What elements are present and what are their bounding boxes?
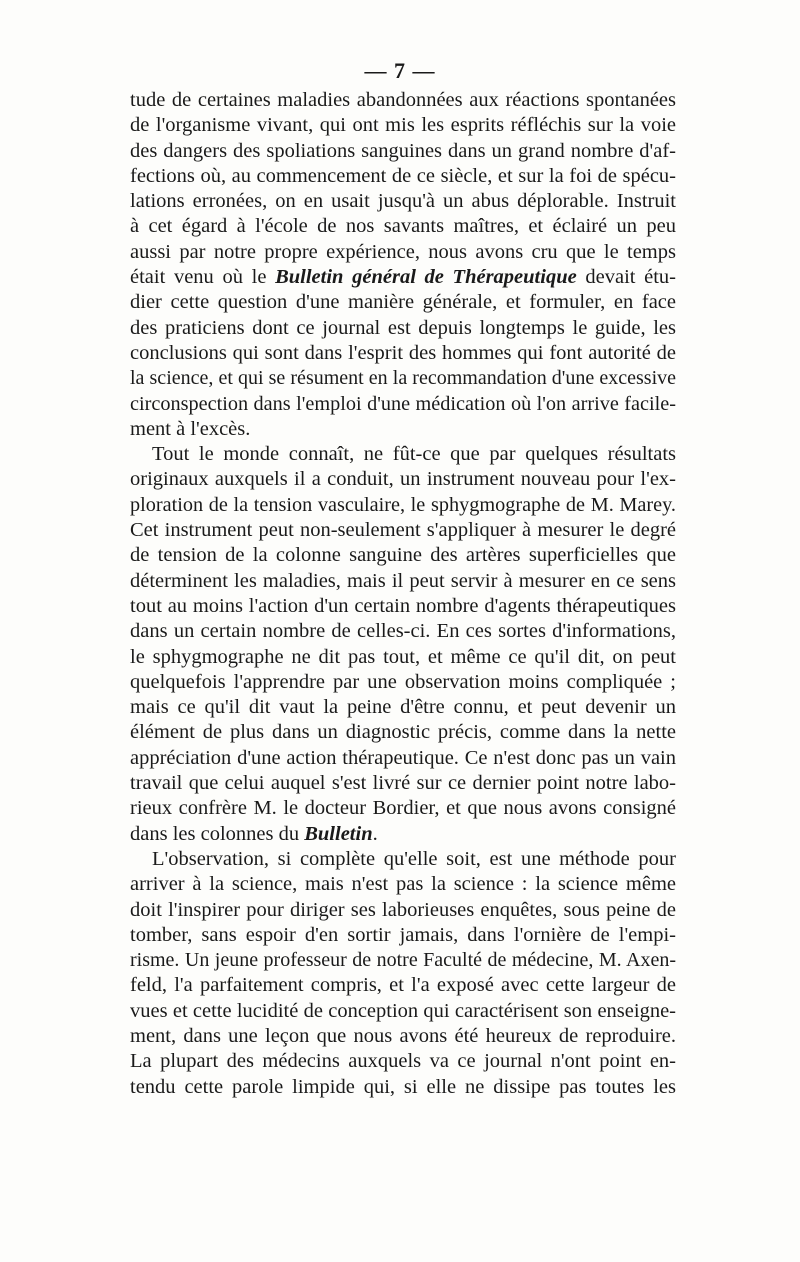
text-line: tomber, sans espoir d'en sortir jamais, dans l'ornière de l'empi- (130, 923, 676, 946)
text-line: L'observation, si complète qu'elle soit, est une méthode pour (152, 847, 676, 870)
italic-title: Bulletin général de Thérapeutique (275, 266, 577, 289)
text-line: des praticiens dont ce journal est depuis longtemps le guide, les (130, 316, 676, 339)
text-line: à cet égard à l'école de nos savants maîtres, et éclairé un peu (130, 215, 676, 238)
text-line: feld, l'a parfaitement compris, et l'a exposé avec cette largeur de (130, 974, 676, 997)
body-text (130, 88, 676, 1100)
text-line: la science, et qui se résument en la recommandation d'une excessive (130, 367, 676, 390)
text-line: tendu cette parole limpide qui, si elle ne dissipe pas toutes les (130, 1075, 676, 1098)
text-line: tout au moins l'action d'un certain nombre d'agents thérapeutiques (130, 594, 676, 617)
text-line: ploration de la tension vasculaire, le sphygmographe de M. Marey. (130, 493, 676, 516)
text-line: doit l'inspirer pour diriger ses laborieuses enquêtes, sous peine de (130, 898, 676, 921)
text-line: des dangers des spoliations sanguines dans un grand nombre d'af- (130, 139, 676, 162)
text-line: mais ce qu'il dit vaut la peine d'être connu, et peut devenir un (130, 696, 676, 719)
text-line (130, 822, 676, 847)
text-line: aussi par notre propre expérience, nous avons cru que le temps (130, 240, 676, 263)
text-line: circonspection dans l'emploi d'une médication où l'on arrive facile- (130, 392, 676, 415)
text-line: de tension de la colonne sanguine des artères superficielles que (130, 544, 676, 567)
text-line: Tout le monde connaît, ne fût-ce que par quelques résultats (152, 443, 676, 466)
text-line: Cet instrument peut non-seulement s'appliquer à mesurer le degré (130, 519, 676, 542)
text-line (130, 265, 676, 290)
text-line: risme. Un jeune professeur de notre Faculté de médecine, M. Axen- (130, 949, 676, 972)
text-line: lations erronées, on en usait jusqu'à un abus déplorable. Instruit (130, 190, 676, 213)
page-number: — 7 — (364, 58, 436, 83)
text-line: appréciation d'une action thérapeutique. Ce n'est donc pas un vain (130, 746, 676, 769)
text-line: arriver à la science, mais n'est pas la science : la science même (130, 873, 676, 896)
text-line: dans un certain nombre de celles-ci. En ces sortes d'informations, (130, 620, 676, 643)
text-line: rieux confrère M. le docteur Bordier, et que nous avons consigné (130, 797, 676, 820)
text-line: élément de plus dans un diagnostic précis, comme dans la nette (130, 721, 676, 744)
text-segment: devait étu- (576, 266, 676, 289)
text-line: ment à l'excès. (130, 417, 251, 440)
text-line: déterminent les maladies, mais il peut servir à mesurer en ce sens (130, 569, 676, 592)
text-line: fections où, au commencement de ce siècle, et sur la foi de spécu- (130, 164, 676, 187)
text-line: originaux auxquels il a conduit, un instrument nouveau pour l'ex- (130, 468, 676, 491)
text-segment: dans les colonnes du (130, 822, 305, 845)
text-line: conclusions qui sont dans l'esprit des hommes qui font autorité de (130, 341, 676, 364)
text-line: dier cette question d'une manière générale, et formuler, en face (130, 291, 676, 314)
text-line: quelquefois l'apprendre par une observation moins compliquée ; (130, 670, 676, 693)
text-line: travail que celui auquel s'est livré sur ce dernier point notre labo- (130, 772, 676, 795)
text-line: vues et cette lucidité de conception qui caractérisent son enseigne- (130, 999, 676, 1022)
text-line: le sphygmographe ne dit pas tout, et même ce qu'il dit, on peut (130, 645, 676, 668)
text-line: de l'organisme vivant, qui ont mis les esprits réfléchis sur la voie (130, 114, 676, 137)
italic-title: Bulletin (304, 822, 373, 845)
text-line: tude de certaines maladies abandonnées aux réactions spontanées (130, 89, 676, 111)
text-segment: . (372, 822, 378, 845)
text-line: ment, dans une leçon que nous avons été heureux de reproduire. (130, 1024, 676, 1047)
text-line: La plupart des médecins auxquels va ce journal n'ont point en- (130, 1050, 676, 1073)
text-segment: était venu où le (130, 266, 276, 289)
